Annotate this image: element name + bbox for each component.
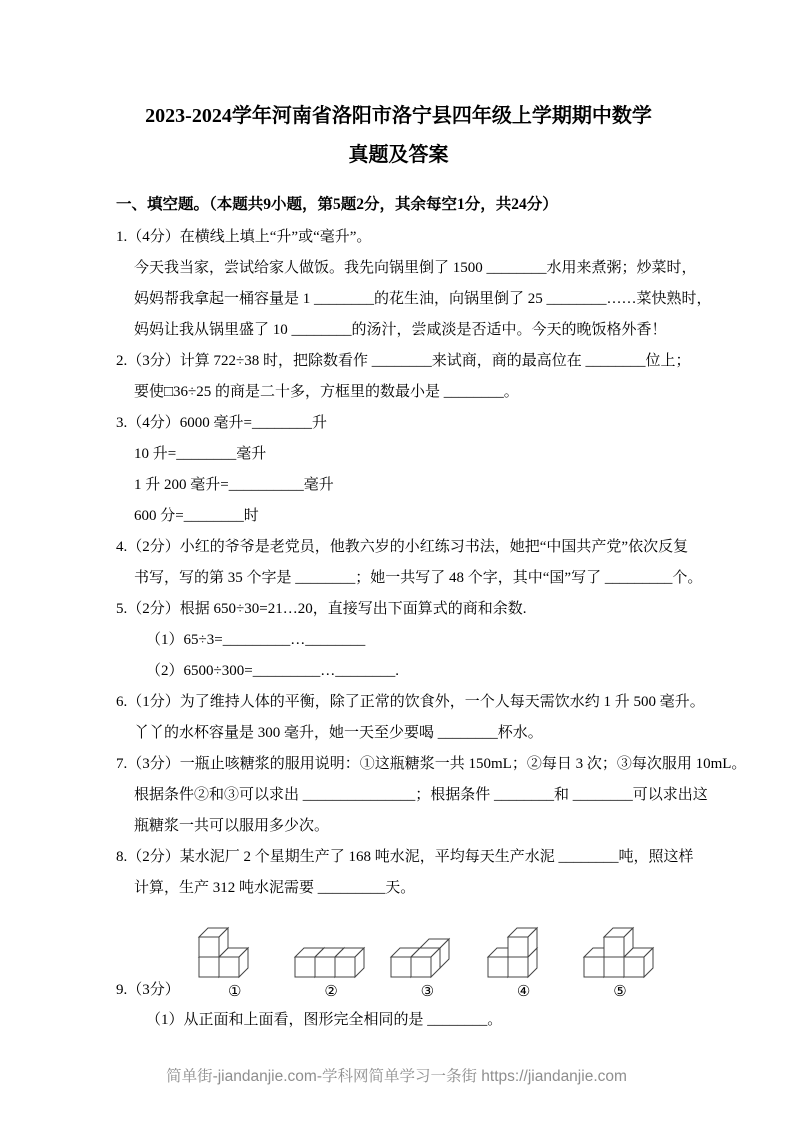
cube-figure-3 xyxy=(388,909,466,1005)
cube-figure-3-drawing xyxy=(388,909,466,980)
question-line: 1 升 200 毫升=__________毫升 xyxy=(134,477,334,493)
question-9 xyxy=(116,909,681,1036)
cube-figures-row xyxy=(116,909,681,1005)
cube-figure-1 xyxy=(196,909,274,1005)
question-line: 2.（3分）计算 722÷38 时，把除数看作 ________来试商，商的最高位在 ________位上； xyxy=(116,353,691,369)
figure-label-1: ① xyxy=(228,984,242,1000)
question-line: 书写，写的第 35 个字是 ________；她一共写了 48 个字，其中“国”写了 _________个。 xyxy=(134,570,703,586)
cube-figure-4-drawing xyxy=(485,909,563,980)
question-5 xyxy=(116,594,681,687)
question-line: 根据条件②和③可以求出 _______________；根据条件 ________和 ________可以求出这 xyxy=(134,787,708,803)
question-line: 妈妈帮我拿起一桶容量是 1 ________的花生油，向锅里倒了 25 ________……菜快熟时， xyxy=(134,291,712,307)
question-line: 1.（4分）在横线上填上“升”或“毫升”。 xyxy=(116,229,372,245)
question-number: 9.（3分） xyxy=(116,982,180,998)
question-line: 要使□36÷25 的商是二十多，方框里的数最小是 ________。 xyxy=(134,384,519,400)
question-7 xyxy=(116,749,747,842)
question-line: 6.（1分）为了维持人体的平衡，除了正常的饮食外，一个人每天需饮水约 1 升 500 毫升。 xyxy=(116,694,705,710)
question-2 xyxy=(116,346,691,408)
figure-label-2: ② xyxy=(324,984,338,1000)
section-heading: 一、填空题。（本题共9小题，第5题2分，其余每空1分，共24分） xyxy=(116,196,558,213)
title-line2: 真题及答案 xyxy=(348,144,449,166)
question-1 xyxy=(116,222,712,346)
question-line: 4.（2分）小红的爷爷是老党员，他教六岁的小红练习书法，她把“中国共产党”依次反复 xyxy=(116,539,689,555)
cube-figure-1-drawing xyxy=(196,909,274,980)
footer-watermark: 简单街-jiandanjie.com-学科网简单学习一条街 https://jiandanjie.com xyxy=(166,1068,627,1085)
question-line: 计算，生产 312 吨水泥需要 _________天。 xyxy=(134,880,416,896)
question-line: （2）6500÷300=_________…________. xyxy=(146,663,399,679)
question-8 xyxy=(116,842,694,904)
question-line: 10 升=________毫升 xyxy=(134,446,267,462)
cube-figures xyxy=(180,909,681,1005)
question-line: 600 分=________时 xyxy=(134,508,259,524)
figure-label-3: ③ xyxy=(420,984,435,1000)
question-3 xyxy=(116,408,681,532)
question-line: （1）从正面和上面看，图形完全相同的是 ________。 xyxy=(146,1012,503,1028)
cube-figure-5-drawing xyxy=(581,909,659,980)
question-line: 瓶糖浆一共可以服用多少次。 xyxy=(134,818,330,834)
question-line: 5.（2分）根据 650÷30=21…20，直接写出下面算式的商和余数. xyxy=(116,601,527,617)
figure-label-4: ④ xyxy=(516,984,531,1000)
question-6 xyxy=(116,687,705,749)
page-title xyxy=(116,97,681,175)
question-line: 8.（2分）某水泥厂 2 个星期生产了 168 吨水泥，平均每天生产水泥 ________吨，照这样 xyxy=(116,849,694,865)
question-4 xyxy=(116,532,703,594)
cube-figure-4 xyxy=(485,909,563,1005)
question-line: 3.（4分）6000 毫升=________升 xyxy=(116,415,327,431)
question-line: 妈妈让我从锅里盛了 10 ________的汤汁，尝咸淡是否适中。今天的晚饭格外香！ xyxy=(134,322,667,338)
cube-figure-5 xyxy=(581,909,659,1005)
title-line1: 2023-2024学年河南省洛阳市洛宁县四年级上学期期中数学 xyxy=(145,105,652,127)
question-line: （1）65÷3=_________…________ xyxy=(146,632,366,648)
question-line: 丫丫的水杯容量是 300 毫升，她一天至少要喝 ________杯水。 xyxy=(134,725,543,741)
question-line: 7.（3分）一瓶止咳糖浆的服用说明：①这瓶糖浆一共 150mL；②每日 3 次；③每次服用 10mL。 xyxy=(116,756,747,772)
cube-figure-2 xyxy=(292,909,370,1005)
figure-label-5: ⑤ xyxy=(613,984,627,1000)
cube-figure-2-drawing xyxy=(292,909,370,980)
question-line: 今天我当家，尝试给家人做饭。我先向锅里倒了 1500 ________水用来煮粥；炒菜时， xyxy=(134,260,697,276)
